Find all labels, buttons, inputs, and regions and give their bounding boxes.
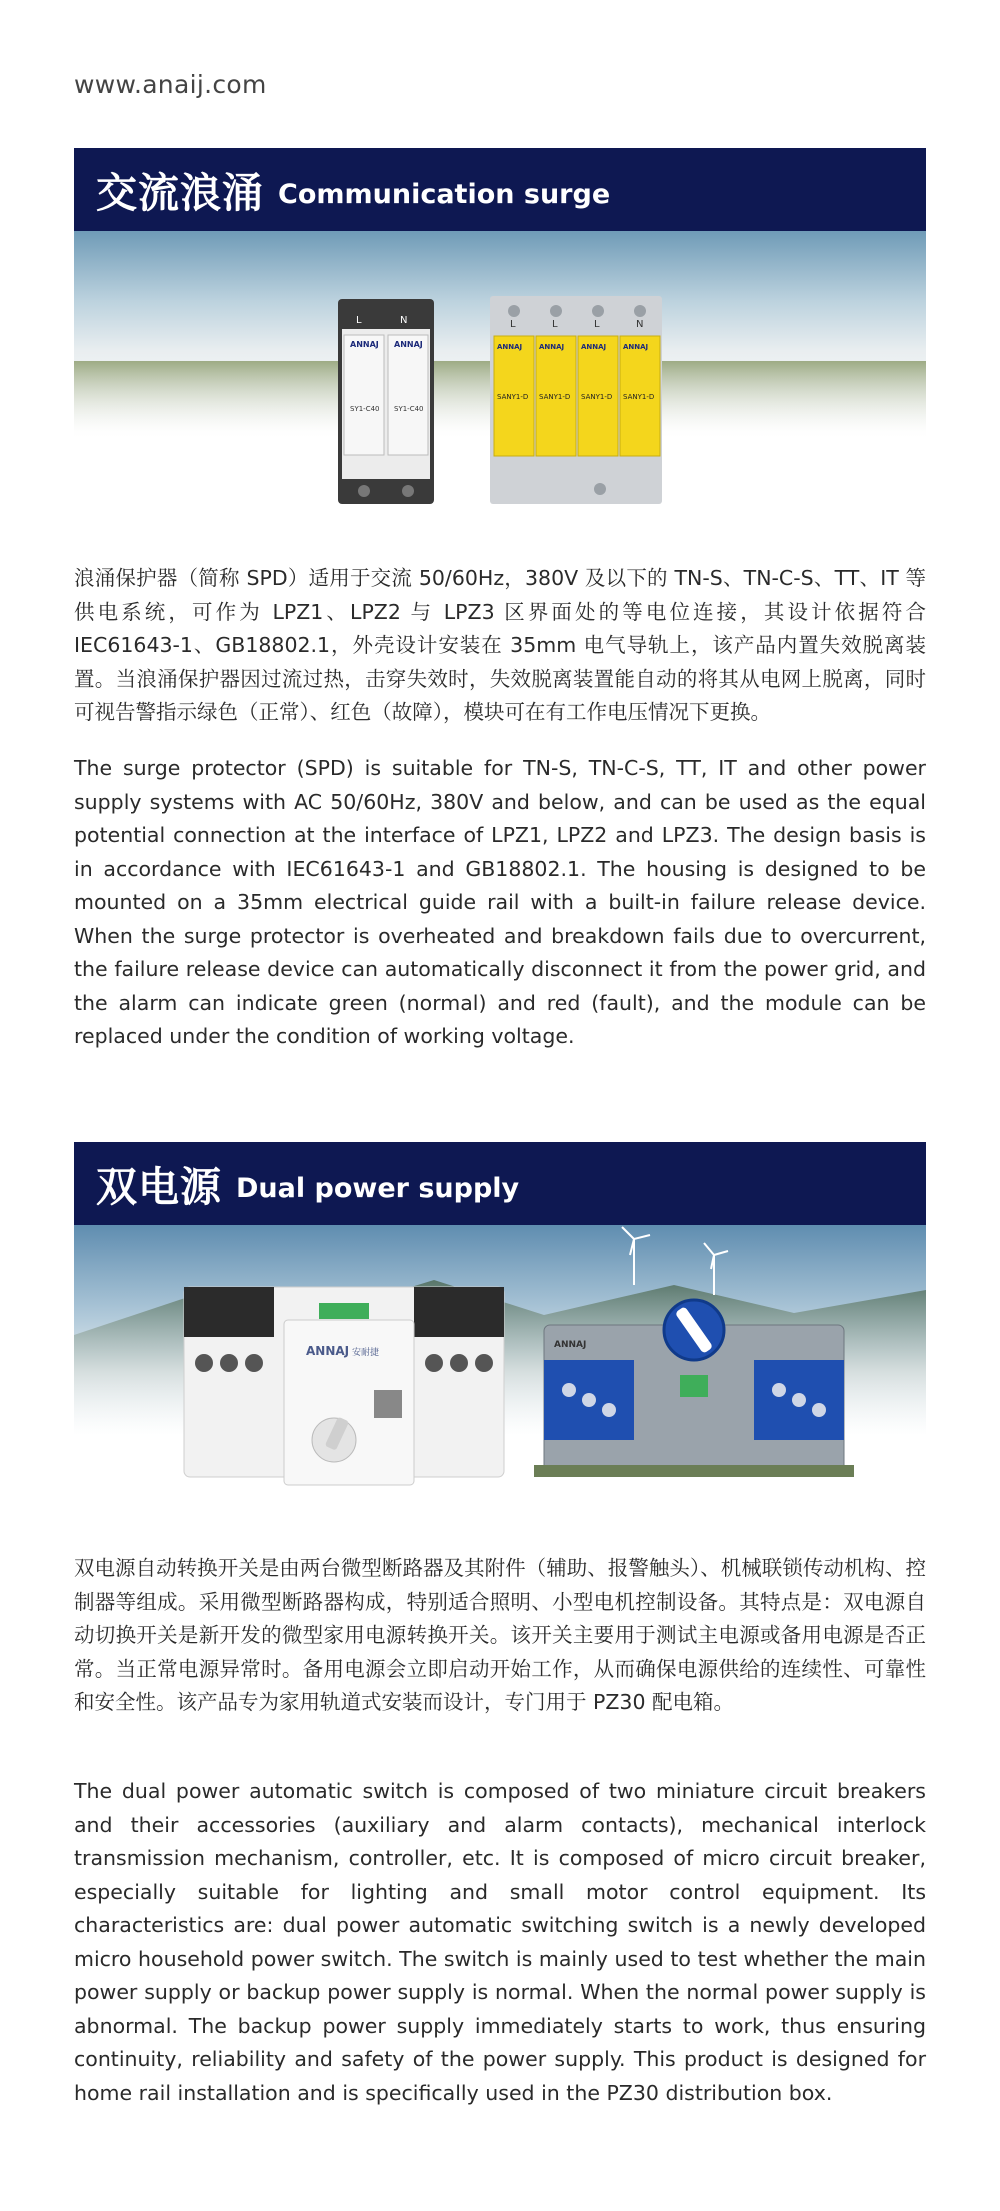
model-label: SY1-C40 bbox=[394, 405, 424, 413]
pole-label: N bbox=[400, 315, 408, 326]
ats-product-photo bbox=[74, 1225, 926, 1507]
brand-label: ANNAJ bbox=[623, 343, 649, 351]
model-label: SANY1-D bbox=[623, 393, 655, 401]
section-banner bbox=[74, 1142, 926, 1225]
section-title-zh: 交流浪涌 bbox=[96, 169, 264, 217]
dual-power-description-zh: 双电源自动转换开关是由两台微型断路器及其附件（辅助、报警触头）、机械联锁传动机构、控制器等组成。采用微型断路器构成，特别适合照明、小型电机控制设备。其特点是：双电源自动切换开关是新开发的微型家用电源转换开关。该开关主要用于测试主电源或备用电源是否正常。当正常电源异常时。备用电源会立即启动开始工作，从而确保电源供给的连续性、可靠性和安全性。该产品专为家用轨道式安装而设计，专门用于 PZ30 配电箱。 bbox=[74, 1556, 926, 1714]
surge-description-zh: 浪涌保护器（简称 SPD）适用于交流 50/60Hz，380V 及以下的 TN-S、TN-C-S、TT、IT 等供电系统，可作为 LPZ1、LPZ2 与 LPZ3 区界面处的等电位连接，其设计依据符合 IEC61643-1、GB18802.1，外壳设计安装在 35mm 电气导轨上，该产品内置失效脱离装置。当浪涌保护器因过流过热，击穿失效时，失效脱离装置能自动的将其从电网上脱离，同时可视告警指示绿色（正常）、红色（故障），模块可在有工作电压情况下更换。 bbox=[74, 566, 926, 724]
section-banner bbox=[74, 148, 926, 231]
model-label: SANY1-D bbox=[581, 393, 613, 401]
brand-label: ANNAJ bbox=[350, 340, 379, 349]
model-label: SANY1-D bbox=[539, 393, 571, 401]
model-label: SANY1-D bbox=[497, 393, 529, 401]
dual-power-description-en: The dual power automatic switch is composed of two miniature circuit breakers and their accessories (auxiliary and alarm contacts), mechanical interlock transmission mechanism, controller, etc. It is composed of micro circuit breaker, especially suitable for lighting and small motor control equipment. Its characteristics are: dual power automatic switching switch is a newly developed micro household power switch. The switch is mainly used to test whether the main power supply or backup power supply is normal. When the normal power supply is abnormal. The backup power supply immediately starts to work, thus ensuring continuity, reliability and safety of the power supply. This product is designed for home rail installation and is specifically used in the PZ30 distribution box. bbox=[74, 1779, 926, 2105]
brand-label: ANNAJ bbox=[539, 343, 565, 351]
spd-photo-illustration bbox=[74, 231, 926, 511]
section-title-en: Communication surge bbox=[278, 179, 611, 210]
model-label: SY1-C40 bbox=[350, 405, 380, 413]
section-dual-power-supply bbox=[74, 1142, 926, 1507]
surge-description-en: The surge protector (SPD) is suitable for TN-S, TN-C-S, TT, IT and other power supply systems with AC 50/60Hz, 380V and below, and can be used as the equal potential connection at the interface of LPZ1, LPZ2 and LPZ3. The design basis is in accordance with IEC61643-1 and GB18802.1. The housing is designed to be mounted on a 35mm electrical guide rail with a built-in failure release device. When the surge protector is overheated and breakdown fails due to overcurrent, the failure release device can automatically disconnect it from the power grid, and the alarm can indicate green (normal) and red (fault), and the module can be replaced under the condition of working voltage. bbox=[74, 756, 926, 1048]
pole-label: L bbox=[356, 315, 362, 326]
pole-label: L bbox=[510, 319, 516, 330]
site-url[interactable]: www.anaij.com bbox=[74, 70, 267, 99]
brand-label: ANNAJ bbox=[497, 343, 523, 351]
brand-label: ANNAJ bbox=[394, 340, 423, 349]
brand-label: ANNAJ bbox=[306, 1344, 350, 1358]
pole-label: L bbox=[552, 319, 558, 330]
ats-photo-illustration bbox=[74, 1225, 926, 1507]
ats-white-unit bbox=[184, 1287, 504, 1485]
spd-product-photo bbox=[74, 231, 926, 511]
brand-label: ANNAJ bbox=[554, 1340, 587, 1350]
ats-blue-unit bbox=[534, 1300, 854, 1477]
section-title-en: Dual power supply bbox=[236, 1173, 520, 1204]
pole-label: L bbox=[594, 319, 600, 330]
spd-small-module bbox=[338, 299, 434, 504]
section-title-zh: 双电源 bbox=[96, 1163, 222, 1211]
section-communication-surge bbox=[74, 148, 926, 511]
brand-label: ANNAJ bbox=[581, 343, 607, 351]
pole-label: N bbox=[636, 319, 644, 330]
spd-large-module bbox=[490, 296, 662, 504]
brand-label-cn: 安耐捷 bbox=[352, 1348, 380, 1358]
